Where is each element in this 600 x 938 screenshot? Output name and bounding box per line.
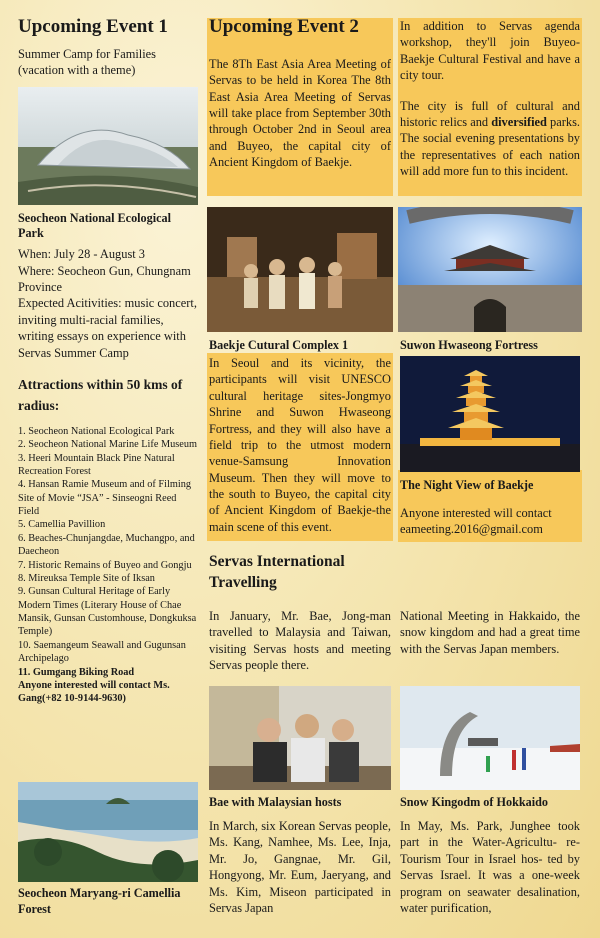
- list-item: 5. Camellia Pavillion: [18, 519, 106, 531]
- event2-cont-b: The city is full of cultural and historic relics and diversified parks. The social evening presentations by the representatives of each nation will add more fun to this incident.: [400, 98, 580, 178]
- list-item: 10. Saemangeum Seawall and Gugunsan Archipelago: [18, 639, 186, 665]
- baekje-night-caption: The Night View of Baekje: [400, 478, 534, 492]
- event1-activities: Expected Acitivities: music concert, inviting multi-racial families, writing essays on experience with Servas Summer Camp: [18, 296, 197, 360]
- event1-where: Where: Seocheon Gun, Chungnam Province: [18, 263, 191, 295]
- attractions-list: [18, 425, 198, 706]
- event2-intro: The 8Th East Asia Area Meeting of Servas to be held in Korea The 8th East Asia Area Meeting of Servas will take place from September 30th through October 2nd in Seoul area and Buyeo, the capital city of Ancient Kingdom of Baekje.: [209, 56, 391, 170]
- list-item: 3. Heeri Mountain Black Pine Natural Recreation Forest: [18, 452, 175, 477]
- baekje-complex-photo: [207, 207, 393, 332]
- malaysian-hosts-caption: Bae with Malaysian hosts: [209, 795, 342, 809]
- list-item: 6. Beaches-Chunjangdae, Muchangpo, and Daecheon: [18, 532, 195, 558]
- hokkaido-caption: Snow Kingodm of Hokkaido: [400, 795, 548, 809]
- event2-body: In Seoul and its vicinity, the participants will visit UNESCO cultural heritage sites-Jongmyo Shrine and Suwon Hwaseong Fortress, and they will also have a field trip to the utmost modern venue-Samsung Innovation Museum. Then they will move to the south to Buyeo, the capital city of Ancient Kingdom of Baekje-the main scene of this event.: [209, 356, 391, 534]
- event1-title: Upcoming Event 1: [18, 16, 168, 37]
- japan-text: National Meeting in Hakkaido, the snow kingdom and had a great time with the Servas Japan members.: [400, 609, 580, 656]
- event2-title: Upcoming Event 2: [209, 16, 359, 37]
- ecological-park-photo: [18, 87, 198, 205]
- column-1: [18, 0, 198, 706]
- hwaseong-fortress-photo: [398, 207, 582, 332]
- hwaseong-fortress-caption: Suwon Hwaseong Fortress: [400, 338, 538, 352]
- column-2: [207, 0, 393, 170]
- attractions-heading: Attractions within 50 kms of radius:: [18, 376, 183, 413]
- list-item: 7. Historic Remains of Buyeo and Gongju: [18, 559, 192, 571]
- list-item: 8. Mireuksa Temple Site of Iksan: [18, 572, 155, 584]
- ecological-park-caption: Seocheon National Ecological Park: [18, 210, 172, 241]
- hokkaido-snow-photo: [400, 686, 580, 790]
- baekje-night-photo: [400, 356, 580, 472]
- list-item: 1. Seocheon National Ecological Park: [18, 425, 175, 437]
- event2-contact: Anyone interested will contact eameeting.2016@gmail.com: [400, 506, 552, 537]
- may-text: In May, Ms. Park, Junghee took part in the Water-Agricultu- re-Tourism Tour in Israel hos- ted by Servas Israel. It was a one-week program on seawater desalination, water purification,: [400, 819, 580, 915]
- event2-cont-a: In addition to Servas agenda workshop, they'll join Buyeo-Baekje Cultural Festival and have a city tour.: [400, 19, 580, 83]
- travel-heading: Servas International Travelling: [209, 553, 345, 591]
- column-3: [398, 0, 582, 179]
- list-item: 4. Hansan Ramie Museum and of Filming Site of Movie “JSA” - Sinseogni Reed Field: [18, 479, 192, 518]
- list-item: 11. Gumgang Biking Road: [18, 666, 135, 678]
- march-text: In March, six Korean Servas people, Ms. Kang, Namhee, Ms. Lee, Inja, Mr. Jo, Gangnae, Mr. Gil, Hongyong, Mr. Eum, Jaeryang, and Ms. Kim, Miseon participated in Servas Japan: [209, 819, 391, 915]
- list-item: 2. Seocheon National Marine Life Museum: [18, 439, 198, 451]
- list-item: 9. Gunsan Cultural Heritage of Early Modern Times (Literary House of Chae Mansik, Gunsan Customhouse, Dongkuksa Temple): [18, 586, 197, 638]
- camellia-forest-caption: Seocheon Maryang-ri Camellia Forest: [18, 886, 181, 916]
- event1-when: When: July 28 - August 3: [18, 247, 145, 262]
- travel-text: In January, Mr. Bae, Jong-man travelled to Malaysia and Taiwan, visiting Servas hosts and meeting Servas people there.: [209, 609, 391, 673]
- event1-subtitle: Summer Camp for Families (vacation with a theme): [18, 46, 157, 78]
- camellia-forest-photo: [18, 782, 198, 882]
- malaysian-hosts-photo: [209, 686, 391, 790]
- baekje-complex-caption: Baekje Cutural Complex 1: [209, 338, 349, 352]
- event1-contact: Anyone interested will contact Ms. Gang(+82 10-9144-9630): [18, 679, 170, 705]
